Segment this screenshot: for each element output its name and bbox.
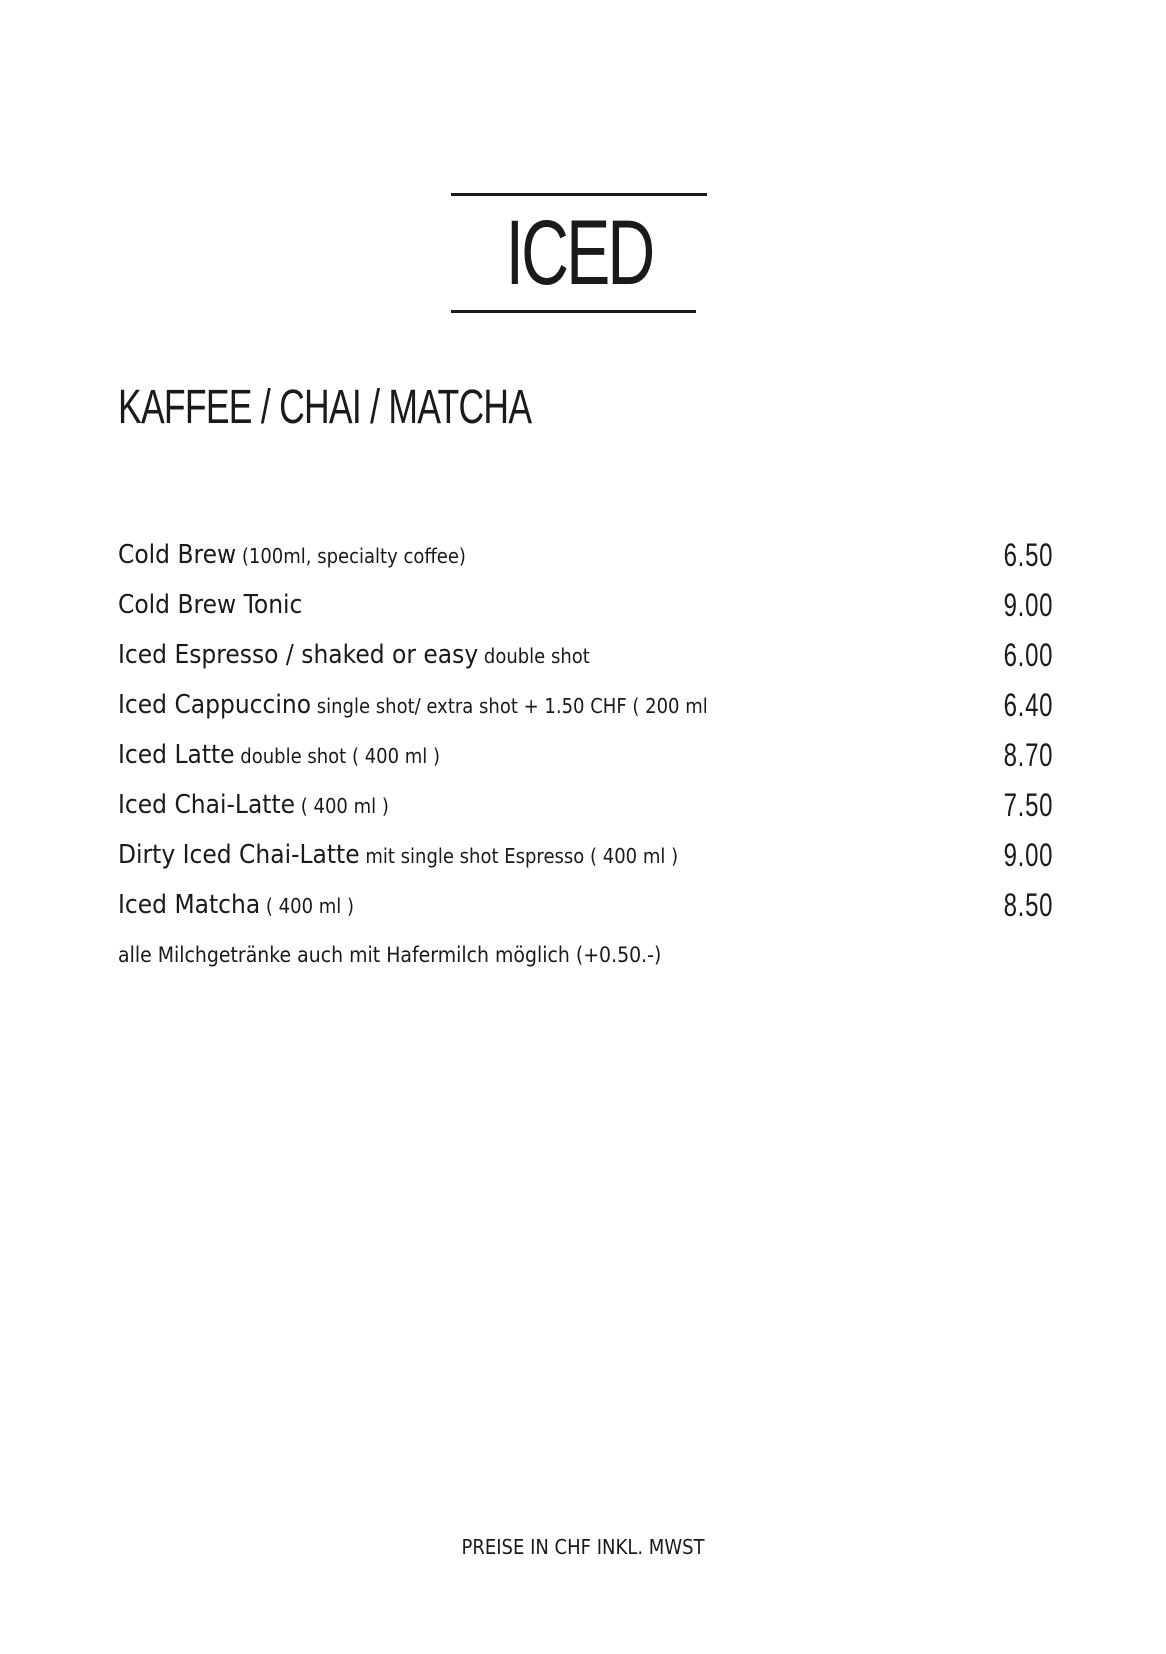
- menu-item-text: [118, 833, 678, 880]
- menu-item-name: Iced Matcha: [118, 890, 261, 920]
- menu-item-detail: single shot/ extra shot + 1.50 CHF ( 200 ml: [311, 694, 708, 718]
- menu-item: [118, 533, 1053, 583]
- section-heading: KAFFEE / CHAI / MATCHA: [118, 381, 532, 434]
- menu-item-name: Iced Cappuccino: [118, 690, 312, 720]
- menu-item-name: Iced Chai-Latte: [118, 790, 296, 820]
- menu-item: [118, 733, 1053, 783]
- menu-item-name: Cold Brew Tonic: [118, 590, 303, 620]
- menu-item-detail: (100ml, specialty coffee): [236, 544, 466, 568]
- menu-item-text: [118, 783, 389, 830]
- menu-item-text: [118, 883, 354, 930]
- menu-item: [118, 583, 1053, 633]
- menu-item-text: [118, 533, 466, 580]
- title-top-rule: [451, 193, 707, 196]
- menu-item-price: 6.40: [1003, 687, 1053, 723]
- menu-item-detail: ( 400 ml ): [295, 794, 389, 818]
- menu-item: [118, 833, 1053, 883]
- menu-item-price: 8.70: [1003, 737, 1053, 773]
- price-footer-text: PREISE IN CHF INKL. MWST: [461, 1535, 705, 1559]
- menu-item: [118, 883, 1053, 933]
- oat-milk-note: alle Milchgetränke auch mit Hafermilch möglich (+0.50.-): [118, 943, 662, 967]
- menu-list: [118, 533, 1053, 933]
- menu-item-detail: double shot: [478, 644, 590, 668]
- menu-item: [118, 633, 1053, 683]
- menu-item-price: 6.50: [1003, 537, 1053, 573]
- menu-item: [118, 683, 1053, 733]
- menu-item: [118, 783, 1053, 833]
- menu-item-text: [118, 633, 590, 680]
- page-title: ICED: [505, 202, 653, 304]
- title-bottom-rule: [451, 310, 696, 313]
- menu-item-name: Cold Brew: [118, 540, 237, 570]
- menu-item-text: [118, 733, 440, 780]
- menu-item-name: Iced Latte: [118, 740, 235, 770]
- price-footer: [0, 1533, 1166, 1561]
- menu-item-detail: mit single shot Espresso ( 400 ml ): [359, 844, 679, 868]
- menu-item-text: [118, 683, 708, 730]
- menu-item-price: 9.00: [1003, 587, 1053, 623]
- menu-item-price: 9.00: [1003, 837, 1053, 873]
- menu-item-text: [118, 583, 302, 630]
- menu-item-detail: ( 400 ml ): [260, 894, 355, 918]
- menu-item-name: Dirty Iced Chai-Latte: [118, 840, 360, 870]
- menu-item-price: 6.00: [1003, 637, 1053, 673]
- menu-item-detail: double shot ( 400 ml ): [234, 744, 441, 768]
- menu-item-name: Iced Espresso / shaked or easy: [118, 640, 479, 670]
- menu-item-price: 7.50: [1003, 787, 1053, 823]
- menu-item-price: 8.50: [1003, 887, 1053, 923]
